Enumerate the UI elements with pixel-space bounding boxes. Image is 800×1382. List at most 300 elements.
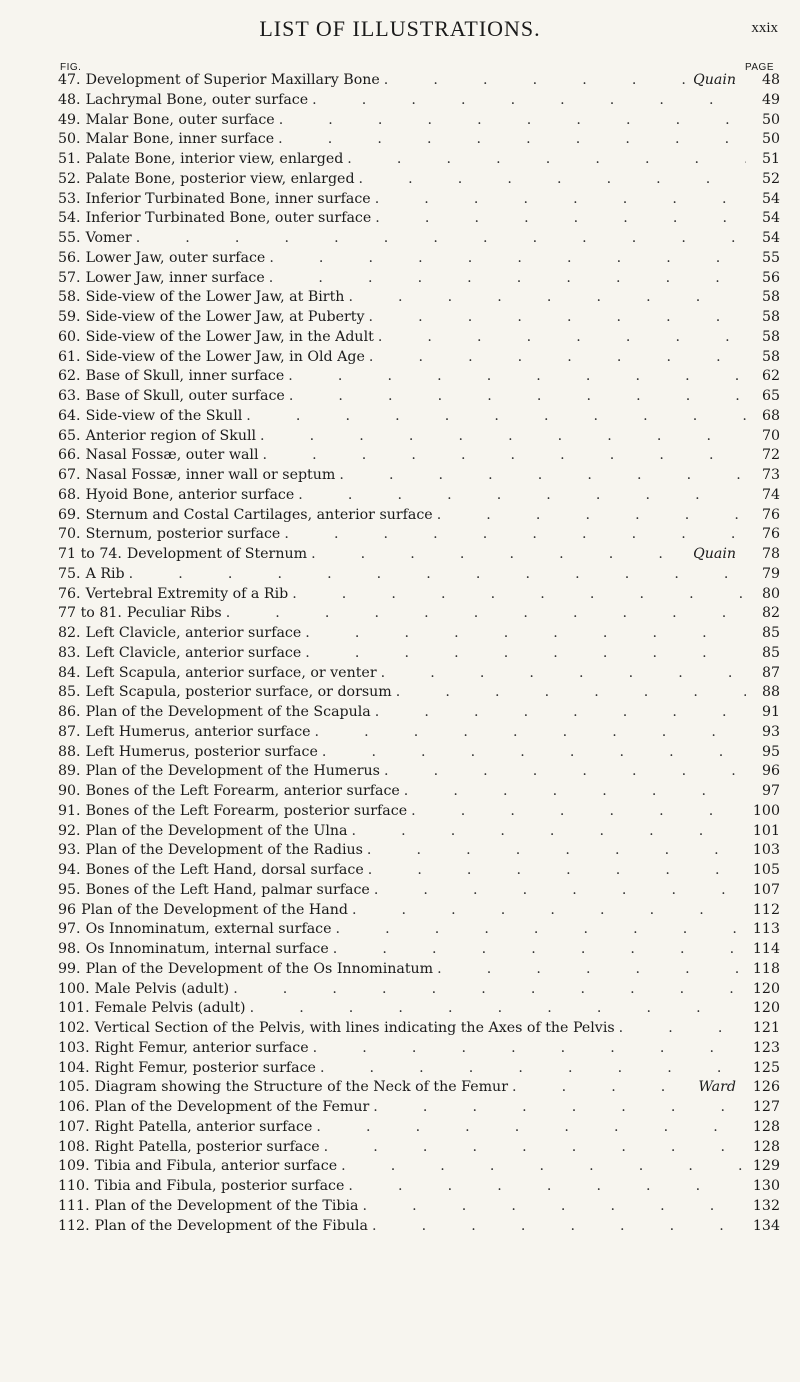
illustration-title: Right Femur, posterior surface xyxy=(94,1059,316,1076)
figure-number: 84. xyxy=(58,664,81,681)
figure-number: 88. xyxy=(58,743,81,760)
page-reference: 51 xyxy=(761,151,780,167)
figure-number: 110. xyxy=(58,1178,90,1194)
illustration-title: Plan of the Development of the Radius xyxy=(85,842,363,859)
figure-number: 112. xyxy=(58,1217,90,1234)
page-reference: 134 xyxy=(752,1217,780,1234)
figure-number: 70. xyxy=(58,526,81,543)
illustration-title: Palate Bone, interior view, enlarged xyxy=(85,151,344,167)
dot-leader xyxy=(371,190,746,210)
figure-number: 52. xyxy=(58,170,81,187)
source-author: Quain xyxy=(693,546,736,562)
list-item xyxy=(58,1197,780,1217)
dot-leader xyxy=(265,269,746,289)
dot-leader xyxy=(275,111,746,131)
illustration-title: Malar Bone, inner surface xyxy=(85,131,275,148)
figure-number: 108. xyxy=(58,1138,90,1155)
page-reference: 132 xyxy=(752,1197,780,1214)
illustration-title: Plan of the Development of the Os Innominatum xyxy=(85,960,434,977)
list-item xyxy=(58,960,780,980)
page-reference: 74 xyxy=(761,486,780,503)
figure-number: 93. xyxy=(58,842,81,859)
page-reference: 79 xyxy=(761,565,780,582)
page-title: LIST OF ILLUSTRATIONS. xyxy=(259,16,541,41)
list-item xyxy=(58,170,780,190)
list-item xyxy=(58,328,780,348)
illustration-title: Right Patella, posterior surface xyxy=(94,1138,320,1155)
page-reference: 52 xyxy=(761,170,780,187)
list-item xyxy=(58,387,780,407)
page-reference: 49 xyxy=(761,91,780,108)
page-reference: 85 xyxy=(761,644,780,661)
illustration-title: Bones of the Left Forearm, posterior surface xyxy=(85,802,408,819)
list-item xyxy=(58,91,780,111)
list-item xyxy=(58,1078,780,1098)
figure-number: 95. xyxy=(58,881,81,898)
illustration-title: Vomer xyxy=(85,230,132,246)
list-item xyxy=(58,446,780,466)
figure-number: 103. xyxy=(58,1039,90,1056)
dot-leader xyxy=(280,525,746,545)
dot-leader xyxy=(308,91,746,111)
illustration-title: Peculiar Ribs xyxy=(126,605,222,622)
list-item xyxy=(58,525,780,545)
illustration-title: Vertical Section of the Pelvis, with lines indicating the Axes of the Pelvis xyxy=(94,1020,615,1036)
list-item xyxy=(58,624,780,644)
page-reference: 80 xyxy=(761,585,780,602)
dot-leader xyxy=(348,901,746,921)
source-author: Ward xyxy=(698,1079,736,1096)
dot-leader xyxy=(368,1217,746,1237)
illustration-title: Plan of the Development of the Ulna xyxy=(85,822,348,839)
dot-leader xyxy=(316,1059,746,1079)
dot-leader xyxy=(246,999,746,1019)
page-reference: 82 xyxy=(761,605,780,622)
dot-leader xyxy=(222,604,746,624)
list-item xyxy=(58,703,780,723)
dot-leader xyxy=(371,209,746,229)
figure-number: 107. xyxy=(58,1118,90,1135)
dot-leader xyxy=(318,743,746,763)
list-item xyxy=(58,822,780,842)
dot-leader xyxy=(377,664,746,684)
list-item xyxy=(58,1138,780,1158)
illustration-title: Side-view of the Lower Jaw, in the Adult xyxy=(85,328,374,345)
page-column-header: PAGE xyxy=(744,62,774,73)
page-reference: 55 xyxy=(761,249,780,266)
page-reference: 129 xyxy=(752,1158,780,1175)
page-reference: 114 xyxy=(752,941,780,957)
dot-leader xyxy=(320,1138,746,1158)
figure-number: 94. xyxy=(58,862,81,878)
list-item xyxy=(58,1098,780,1118)
illustration-title: Lachrymal Bone, outer surface xyxy=(85,91,309,108)
illustration-title: Base of Skull, inner surface xyxy=(85,368,285,385)
page-reference: 50 xyxy=(761,131,780,148)
dot-leader xyxy=(301,624,746,644)
illustration-title: Os Innominatum, external surface xyxy=(85,921,332,938)
page-header xyxy=(0,16,800,46)
dot-leader xyxy=(132,229,746,249)
illustration-title: Inferior Turbinated Bone, outer surface xyxy=(85,210,372,227)
figure-number: 53. xyxy=(58,190,81,207)
figure-number: 102. xyxy=(58,1020,90,1036)
list-item xyxy=(58,209,780,229)
figure-number: 90. xyxy=(58,783,81,799)
figure-number: 86. xyxy=(58,704,81,720)
illustration-title: Malar Bone, outer surface xyxy=(85,111,275,128)
page-reference: 127 xyxy=(752,1099,780,1115)
dot-leader xyxy=(374,328,746,348)
illustration-title: Hyoid Bone, anterior surface xyxy=(85,486,295,503)
illustration-title: Left Scapula, posterior surface, or dorsum xyxy=(85,684,392,701)
page-reference: 70 xyxy=(761,427,780,444)
figure-number: 109. xyxy=(58,1158,90,1175)
dot-leader xyxy=(508,1078,698,1098)
page-reference: 113 xyxy=(752,921,780,938)
page-reference: 65 xyxy=(761,388,780,404)
figure-number: 83. xyxy=(58,644,81,661)
dot-leader xyxy=(433,506,746,526)
page-reference: 68 xyxy=(761,407,780,424)
list-item xyxy=(58,506,780,526)
list-item xyxy=(58,407,780,427)
dot-leader xyxy=(332,920,747,940)
dot-leader xyxy=(259,446,746,466)
list-item xyxy=(58,486,780,506)
figure-number: 69. xyxy=(58,506,81,523)
list-item xyxy=(58,249,780,269)
illustration-title: Left Clavicle, anterior surface xyxy=(85,644,302,661)
illustration-title: Sternum, posterior surface xyxy=(85,526,281,543)
page-reference: 58 xyxy=(761,328,780,345)
illustration-title: Tibia and Fibula, posterior surface xyxy=(94,1178,345,1194)
list-item xyxy=(58,367,780,387)
page-reference: 56 xyxy=(761,269,780,286)
figure-number: 55. xyxy=(58,230,81,246)
page-reference: 62 xyxy=(761,368,780,385)
page-reference: 112 xyxy=(752,901,780,918)
figure-number: 58. xyxy=(58,289,81,306)
dot-leader xyxy=(337,1157,746,1177)
page-reference: 125 xyxy=(752,1059,780,1076)
dot-leader xyxy=(400,782,746,802)
dot-leader xyxy=(371,703,746,723)
source-author: Quain xyxy=(693,72,736,88)
list-item xyxy=(58,1059,780,1079)
figure-number: 64. xyxy=(58,407,81,424)
figure-number: 82. xyxy=(58,625,81,641)
figure-number: 97. xyxy=(58,921,81,938)
page-reference: 93 xyxy=(761,723,780,740)
page-reference: 54 xyxy=(761,190,780,207)
list-item xyxy=(58,111,780,131)
illustration-title: Bones of the Left Hand, dorsal surface xyxy=(85,862,364,878)
figure-number: 51. xyxy=(58,151,81,167)
page-reference: 120 xyxy=(752,980,780,997)
figure-number: 66. xyxy=(58,447,81,464)
page-reference: 130 xyxy=(752,1178,780,1194)
dot-leader xyxy=(370,881,746,901)
dot-leader xyxy=(355,170,746,190)
dot-leader xyxy=(369,1098,746,1118)
list-item xyxy=(58,802,780,822)
dot-leader xyxy=(343,150,746,170)
page-reference: 54 xyxy=(761,230,780,246)
dot-leader xyxy=(359,1197,747,1217)
illustration-title: Plan of the Development of the Femur xyxy=(94,1099,370,1115)
illustration-title: Diagram showing the Structure of the Neck of the Femur xyxy=(94,1079,508,1096)
illustration-title: Side-view of the Lower Jaw, in Old Age xyxy=(85,348,365,365)
figure-number: 49. xyxy=(58,111,81,128)
dot-leader xyxy=(256,427,746,447)
figure-number: 98. xyxy=(58,941,81,957)
illustration-title: Plan of the Development of the Hand xyxy=(81,901,348,918)
illustration-title: Plan of the Development of the Fibula xyxy=(94,1217,369,1234)
list-item xyxy=(58,1118,780,1138)
list-item xyxy=(58,288,780,308)
list-item xyxy=(58,229,780,249)
page-reference: 128 xyxy=(752,1118,780,1135)
list-item xyxy=(58,940,780,960)
page-reference: 118 xyxy=(752,960,780,977)
list-item xyxy=(58,150,780,170)
list-item xyxy=(58,190,780,210)
page-reference: 58 xyxy=(761,309,780,325)
dot-leader xyxy=(348,822,747,842)
dot-leader xyxy=(274,130,746,150)
fig-column-header: FIG. xyxy=(60,62,82,73)
illustration-title: Lower Jaw, outer surface xyxy=(85,249,266,266)
page-reference: 76 xyxy=(761,506,780,523)
list-item xyxy=(58,585,780,605)
figure-number: 76. xyxy=(58,585,81,602)
dot-leader xyxy=(365,308,746,328)
dot-leader xyxy=(242,407,746,427)
dot-leader xyxy=(284,367,746,387)
illustration-title: A Rib xyxy=(85,565,125,582)
illustration-title: Nasal Fossæ, inner wall or septum xyxy=(85,467,336,483)
illustration-title: Development of Sternum xyxy=(126,546,308,562)
dot-leader xyxy=(307,545,693,565)
illustration-title: Side-view of the Skull xyxy=(85,407,243,424)
figure-number: 85. xyxy=(58,684,81,701)
list-item xyxy=(58,1039,780,1059)
list-item xyxy=(58,980,780,1000)
figure-number: 65. xyxy=(58,427,81,444)
illustration-title: Right Patella, anterior surface xyxy=(94,1118,313,1135)
illustration-title: Lower Jaw, inner surface xyxy=(85,269,265,286)
dot-leader xyxy=(344,1177,746,1197)
illustration-title: Os Innominatum, internal surface xyxy=(85,941,329,957)
dot-leader xyxy=(344,288,746,308)
list-item xyxy=(58,1217,780,1237)
figure-number: 59. xyxy=(58,309,81,325)
list-item xyxy=(58,743,780,763)
page-reference: 85 xyxy=(761,625,780,641)
dot-leader xyxy=(125,565,746,585)
list-item xyxy=(58,881,780,901)
illustration-title: Development of Superior Maxillary Bone xyxy=(85,72,380,88)
illustration-title: Side-view of the Lower Jaw, at Birth xyxy=(85,289,345,306)
list-item xyxy=(58,269,780,289)
illustration-title: Left Clavicle, anterior surface xyxy=(85,625,302,641)
figure-number: 104. xyxy=(58,1059,90,1076)
list-item xyxy=(58,644,780,664)
list-item xyxy=(58,1019,780,1039)
page-reference: 100 xyxy=(752,802,780,819)
figure-number: 75. xyxy=(58,565,81,582)
illustration-title: Inferior Turbinated Bone, inner surface xyxy=(85,190,371,207)
list-item xyxy=(58,1177,780,1197)
illustration-title: Vertebral Extremity of a Rib xyxy=(85,585,289,602)
list-item xyxy=(58,664,780,684)
page-reference: 107 xyxy=(752,881,780,898)
dot-leader xyxy=(294,486,746,506)
page-reference: 48 xyxy=(761,72,780,88)
page-number: xxix xyxy=(751,20,778,36)
page-reference: 95 xyxy=(761,743,780,760)
figure-number: 111. xyxy=(58,1197,90,1214)
dot-leader xyxy=(329,940,746,960)
dot-leader xyxy=(380,762,746,782)
list-item xyxy=(58,861,780,881)
figure-number: 99. xyxy=(58,960,81,977)
figure-number: 100. xyxy=(58,980,90,997)
dot-leader xyxy=(615,1019,746,1039)
illustration-title: Nasal Fossæ, outer wall xyxy=(85,447,259,464)
dot-leader xyxy=(311,723,746,743)
page-reference: 87 xyxy=(761,664,780,681)
illustration-title: Plan of the Development of the Humerus xyxy=(85,763,380,780)
illustration-title: Anterior region of Skull xyxy=(85,427,257,444)
figure-number: 61. xyxy=(58,348,81,365)
illustration-title: Left Scapula, anterior surface, or venter xyxy=(85,664,377,681)
list-item xyxy=(58,901,780,921)
page-reference: 54 xyxy=(761,210,780,227)
page-reference: 103 xyxy=(752,842,780,859)
list-item xyxy=(58,427,780,447)
illustration-title: Plan of the Development of the Tibia xyxy=(94,1197,359,1214)
page-reference: 128 xyxy=(752,1138,780,1155)
illustration-title: Base of Skull, outer surface xyxy=(85,388,285,404)
dot-leader xyxy=(285,387,746,407)
figure-number: 50. xyxy=(58,131,81,148)
dot-leader xyxy=(365,348,746,368)
illustration-title: Bones of the Left Forearm, anterior surface xyxy=(85,783,400,799)
list-item xyxy=(58,565,780,585)
dot-leader xyxy=(309,1039,746,1059)
page-reference: 50 xyxy=(761,111,780,128)
illustration-title: Plan of the Development of the Scapula xyxy=(85,704,371,720)
list-item xyxy=(58,683,780,703)
figure-number: 57. xyxy=(58,269,81,286)
list-item xyxy=(58,604,780,624)
figure-number: 54. xyxy=(58,210,81,227)
figure-number: 106. xyxy=(58,1099,90,1115)
figure-number: 92. xyxy=(58,822,81,839)
page-reference: 91 xyxy=(761,704,780,720)
dot-leader xyxy=(407,802,746,822)
page-reference: 101 xyxy=(752,822,780,839)
figure-number: 71 to 74. xyxy=(58,546,122,562)
list-item xyxy=(58,308,780,328)
page-reference: 97 xyxy=(761,783,780,799)
figure-number: 68. xyxy=(58,486,81,503)
list-item xyxy=(58,762,780,782)
list-item xyxy=(58,130,780,150)
illustration-title: Left Humerus, posterior surface xyxy=(85,743,318,760)
figure-number: 96 xyxy=(58,901,77,918)
dot-leader xyxy=(392,683,746,703)
page-reference: 58 xyxy=(761,289,780,306)
page-reference: 72 xyxy=(761,447,780,464)
figure-number: 56. xyxy=(58,249,81,266)
figure-number: 77 to 81. xyxy=(58,605,122,622)
page-reference: 120 xyxy=(752,1000,780,1017)
illustration-title: Side-view of the Lower Jaw, at Puberty xyxy=(85,309,365,325)
figure-number: 87. xyxy=(58,723,81,740)
illustration-title: Right Femur, anterior surface xyxy=(94,1039,309,1056)
list-item xyxy=(58,1157,780,1177)
figure-number: 101. xyxy=(58,1000,90,1017)
list-item xyxy=(58,466,780,486)
list-item xyxy=(58,545,780,565)
page-reference: 123 xyxy=(752,1039,780,1056)
illustration-title: Sternum and Costal Cartilages, anterior surface xyxy=(85,506,433,523)
list-item xyxy=(58,920,780,940)
page-reference: 96 xyxy=(761,763,780,780)
page-reference: 126 xyxy=(752,1079,780,1096)
page-reference: 105 xyxy=(752,862,780,878)
figure-number: 60. xyxy=(58,328,81,345)
dot-leader xyxy=(380,71,693,91)
illustration-title: Female Pelvis (adult) xyxy=(94,1000,246,1017)
figure-number: 91. xyxy=(58,802,81,819)
figure-number: 89. xyxy=(58,763,81,780)
page-reference: 121 xyxy=(752,1020,780,1036)
dot-leader xyxy=(335,466,746,486)
dot-leader xyxy=(364,861,746,881)
dot-leader xyxy=(265,249,746,269)
illustrations-list xyxy=(58,71,780,1236)
figure-number: 47. xyxy=(58,72,81,88)
dot-leader xyxy=(229,980,746,1000)
dot-leader xyxy=(301,644,746,664)
list-item xyxy=(58,348,780,368)
illustration-title: Tibia and Fibula, anterior surface xyxy=(94,1158,338,1175)
figure-number: 62. xyxy=(58,368,81,385)
page-reference: 58 xyxy=(761,348,780,365)
dot-leader xyxy=(312,1118,746,1138)
list-item xyxy=(58,841,780,861)
list-item xyxy=(58,71,780,91)
illustration-title: Male Pelvis (adult) xyxy=(94,980,230,997)
figure-number: 105. xyxy=(58,1079,90,1096)
dot-leader xyxy=(288,585,746,605)
illustration-title: Bones of the Left Hand, palmar surface xyxy=(85,881,370,898)
illustration-title: Left Humerus, anterior surface xyxy=(85,723,311,740)
figure-number: 63. xyxy=(58,388,81,404)
page-reference: 73 xyxy=(761,467,780,483)
list-item xyxy=(58,723,780,743)
dot-leader xyxy=(433,960,746,980)
page-reference: 78 xyxy=(761,546,780,562)
list-item xyxy=(58,782,780,802)
figure-number: 48. xyxy=(58,91,81,108)
page-reference: 76 xyxy=(761,526,780,543)
dot-leader xyxy=(363,841,746,861)
